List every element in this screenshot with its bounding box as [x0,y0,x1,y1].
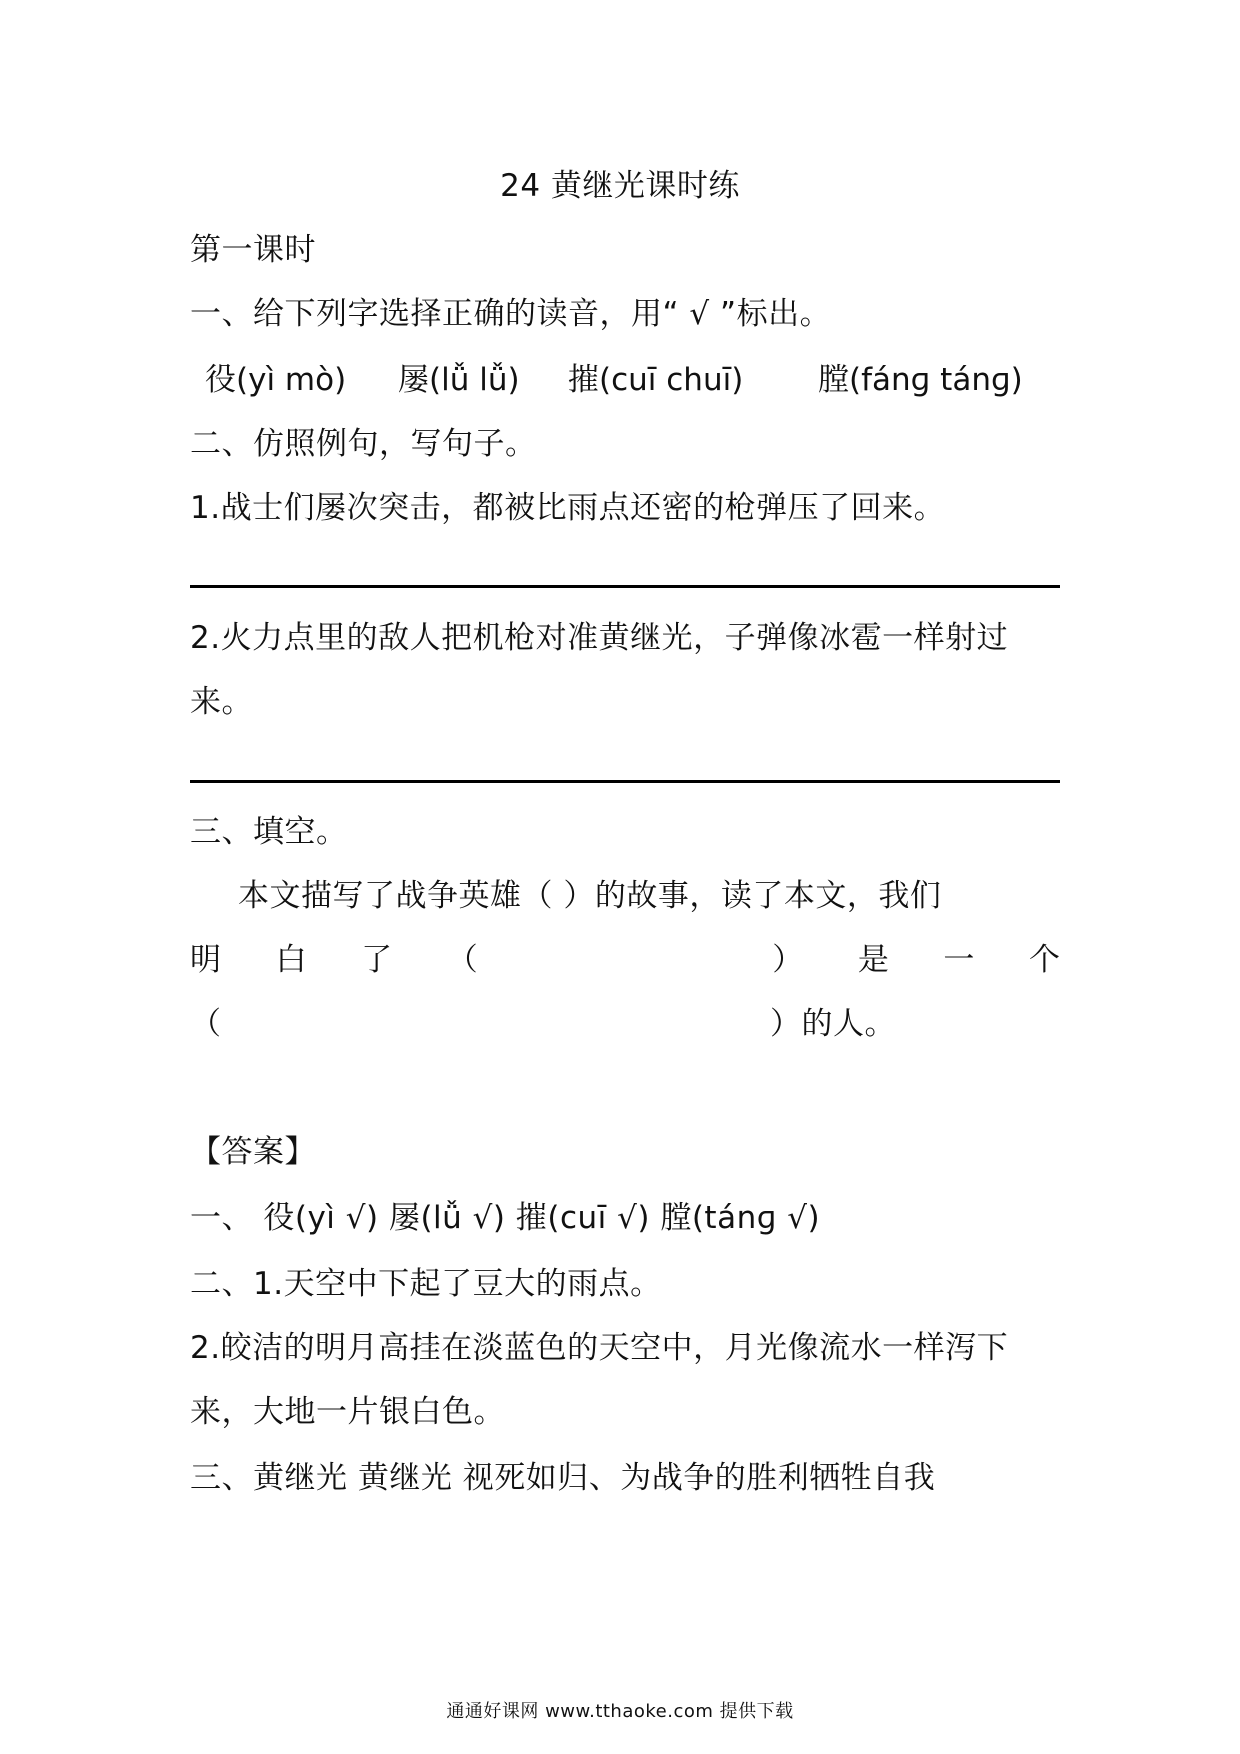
answer-line-2 [190,780,1060,783]
q3-char: ） [772,942,804,978]
q3-char: （ [446,942,478,978]
footer-source: 通通好课网 www.tthaoke.com 提供下载 [446,1701,794,1722]
q3-char: 明 [190,942,221,978]
q2-sentence-2-line2: 来。 [190,684,253,720]
q1-heading: 一、给下列字选择正确的读音，用“ √ ”标出。 [190,296,832,332]
q3-line-3-open: （ [190,1006,222,1042]
pinyin-options [0,358,1240,402]
q3-char: 了 [361,942,393,978]
answer-2-2-line2: 来，大地一片银白色。 [190,1394,505,1430]
q3-char: 是 [857,942,889,978]
pinyin-option-lv: 屡(lǚ lǚ) [398,362,520,398]
pinyin-option-cui: 摧(cuī chuī) [568,362,744,398]
answer-2-2-line1: 2.皎洁的明月高挂在淡蓝色的天空中，月光像流水一样泻下 [190,1330,1009,1366]
q3-line-1: 本文描写了战争英雄（ ）的故事，读了本文，我们 [238,878,942,914]
q3-line-2 [190,938,1060,982]
answers-heading: 【答案】 [190,1134,316,1170]
lesson-label: 第一课时 [190,232,316,268]
pinyin-option-tang: 膛(fánɡ tánɡ) [818,362,1023,398]
q2-sentence-2-line1: 2.火力点里的敌人把机枪对准黄继光，子弹像冰雹一样射过 [190,620,1009,656]
answer-line-1 [190,585,1060,588]
q3-line-3-close: ）的人。 [770,1006,896,1042]
answer-3: 三、黄继光 黄继光 视死如归、为战争的胜利牺牲自我 [190,1460,936,1496]
q3-heading: 三、填空。 [190,814,348,850]
q3-char: 一 [943,942,975,978]
q3-char: 白 [275,942,307,978]
page-title: 24 黄继光课时练 [500,168,740,204]
q3-char: 个 [1028,942,1060,978]
answer-2-1: 二、1.天空中下起了豆大的雨点。 [190,1266,662,1302]
q2-heading: 二、仿照例句，写句子。 [190,426,537,462]
pinyin-option-yi: 役(yì mò) [205,362,347,398]
q2-sentence-1: 1.战士们屡次突击，都被比雨点还密的枪弹压了回来。 [190,490,946,526]
answer-1: 一、 役(yì √) 屡(lǚ √) 摧(cuī √) 膛(tánɡ √) [190,1200,821,1236]
